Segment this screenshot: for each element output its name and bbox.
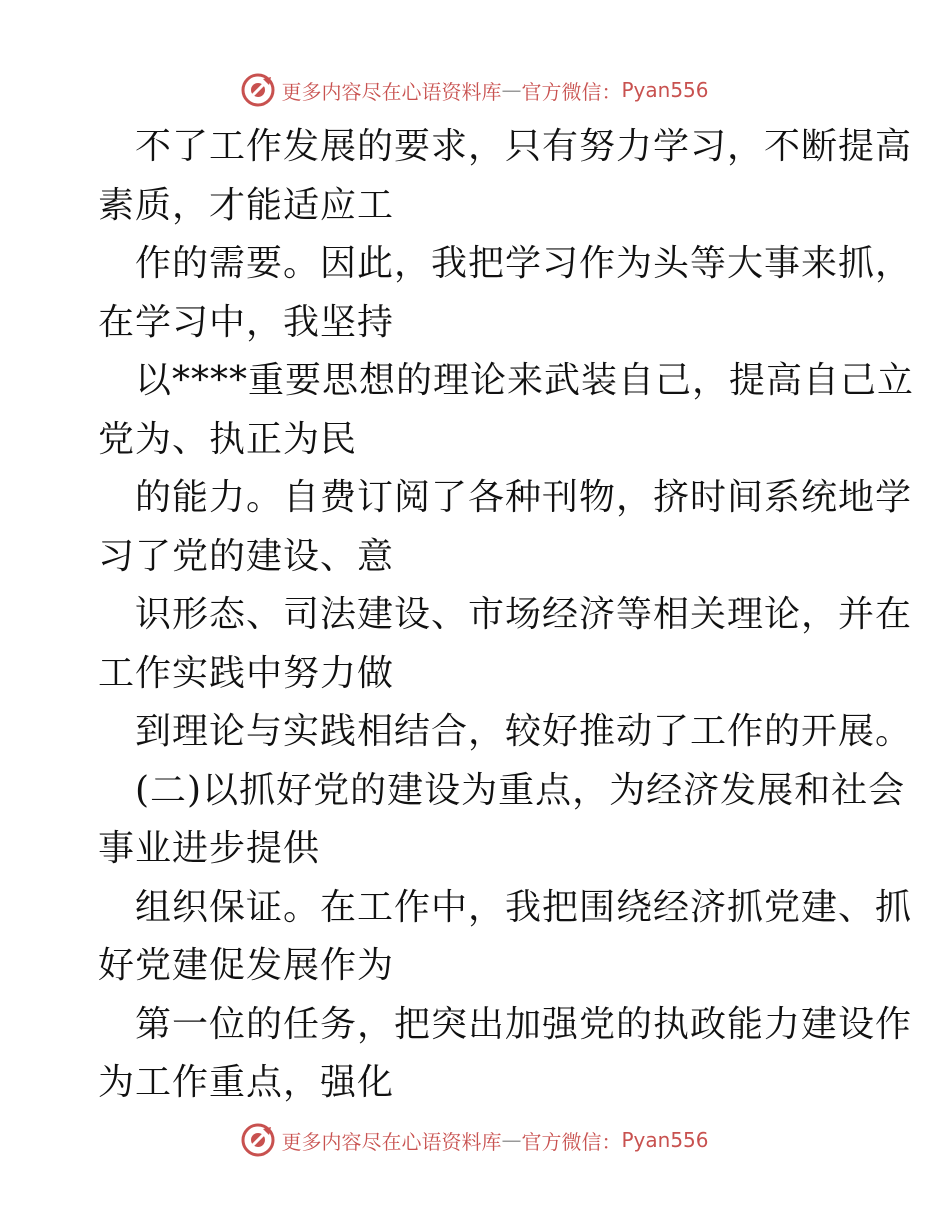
header-banner <box>0 70 950 110</box>
body-line: 习了党的建设、意 <box>98 535 395 577</box>
header-wechat-id: Pyan556 <box>621 78 709 102</box>
footer-wechat-id: Pyan556 <box>621 1128 709 1152</box>
body-line: 为工作重点，强化 <box>98 1062 395 1103</box>
header-dash: — <box>501 78 522 102</box>
body-line: (二)以抓好党的建设为重点，为经济发展和社会 <box>135 769 906 811</box>
header-brand-text: 更多内容尽在心语资料库 <box>281 79 502 104</box>
body-line: 以****重要思想的理论来武装自己，提高自己立 <box>135 360 915 401</box>
body-line: 到理论与实践相结合，较好推动了工作的开展。 <box>135 711 913 752</box>
body-line: 的能力。自费订阅了各种刊物，挤时间系统地学 <box>135 477 913 518</box>
body-line: 好党建促发展作为 <box>98 945 395 986</box>
footer-brand-text: 更多内容尽在心语资料库 <box>281 1129 502 1154</box>
header-wechat-label: 官方微信： <box>521 79 622 104</box>
brand-logo-icon <box>241 73 275 107</box>
body-line: 素质，才能适应工 <box>98 184 395 226</box>
footer-banner <box>0 1120 950 1160</box>
body-line: 不了工作发展的要求，只有努力学习，不断提高 <box>135 126 913 167</box>
body-line: 组织保证。在工作中，我把围绕经济抓党建、抓 <box>135 886 913 928</box>
footer-dash: — <box>501 1128 522 1152</box>
body-line: 党为、执正为民 <box>98 418 358 460</box>
body-line: 识形态、司法建设、市场经济等相关理论，并在 <box>135 594 913 635</box>
body-line: 第一位的任务，把突出加强党的执政能力建设作 <box>135 1003 913 1045</box>
document-body <box>98 118 915 1113</box>
body-line: 事业进步提供 <box>98 828 321 869</box>
body-line: 工作实践中努力做 <box>98 652 395 694</box>
body-line: 作的需要。因此，我把学习作为头等大事来抓， <box>135 243 913 284</box>
body-line: 在学习中，我坚持 <box>98 301 395 343</box>
footer-wechat-label: 官方微信： <box>521 1129 622 1154</box>
brand-logo-icon <box>241 1123 275 1157</box>
